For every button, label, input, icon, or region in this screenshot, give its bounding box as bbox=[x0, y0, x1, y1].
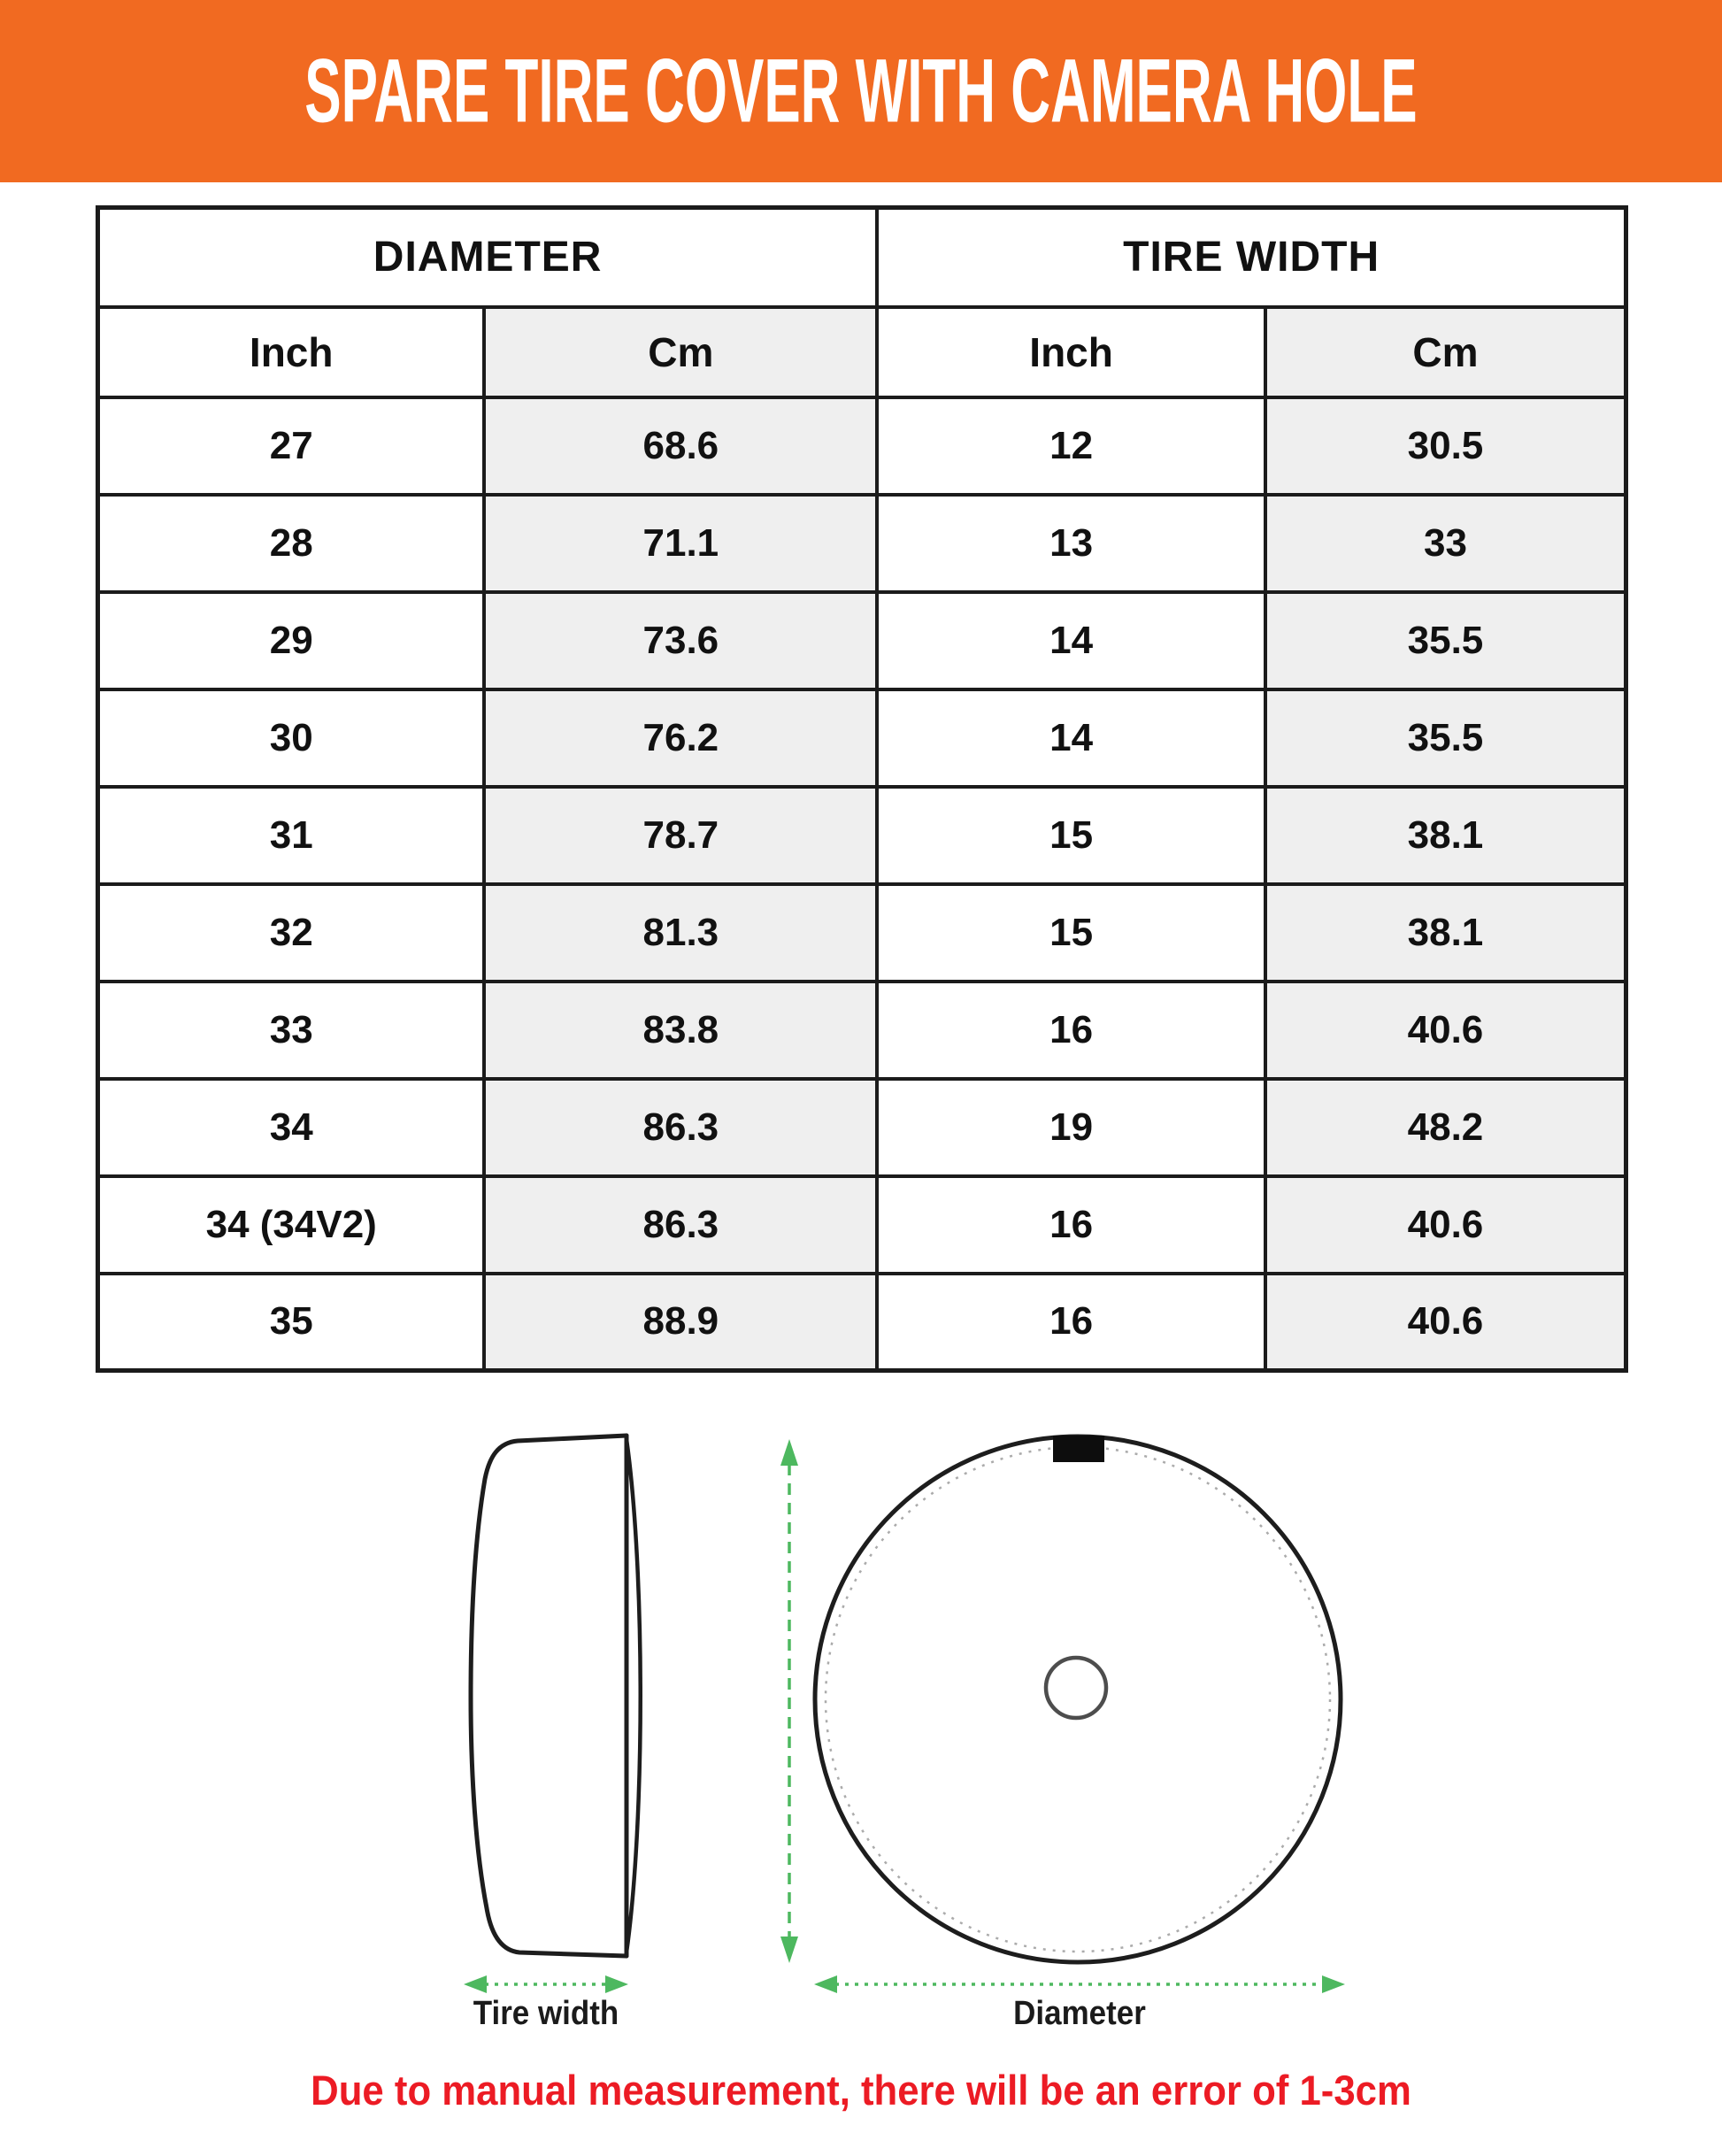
diameter-label: Diameter bbox=[1013, 1995, 1146, 2032]
table-subheader-row bbox=[98, 307, 1626, 397]
cell-width-inch: 14 bbox=[877, 592, 1265, 689]
cell-diameter-cm: 81.3 bbox=[484, 884, 877, 982]
tire-front-view bbox=[810, 1431, 1346, 1967]
cell-width-inch: 16 bbox=[877, 1176, 1265, 1274]
size-chart-table bbox=[96, 205, 1628, 1373]
cell-width-cm: 38.1 bbox=[1265, 787, 1626, 884]
table-row bbox=[98, 689, 1626, 787]
group-header-tire-width: TIRE WIDTH bbox=[877, 208, 1626, 307]
cell-width-cm: 48.2 bbox=[1265, 1079, 1626, 1176]
cell-width-inch: 14 bbox=[877, 689, 1265, 787]
cell-diameter-cm: 68.6 bbox=[484, 397, 877, 495]
cell-width-cm: 40.6 bbox=[1265, 1274, 1626, 1371]
cell-diameter-cm: 71.1 bbox=[484, 495, 877, 592]
cell-width-inch: 16 bbox=[877, 1274, 1265, 1371]
table-group-header-row bbox=[98, 208, 1626, 307]
cell-width-cm: 40.6 bbox=[1265, 982, 1626, 1079]
cell-width-inch: 16 bbox=[877, 982, 1265, 1079]
cell-diameter-cm: 83.8 bbox=[484, 982, 877, 1079]
cell-diameter-inch: 34 bbox=[98, 1079, 485, 1176]
col-header-diameter-cm: Cm bbox=[484, 307, 877, 397]
group-header-diameter: DIAMETER bbox=[98, 208, 878, 307]
cell-diameter-cm: 88.9 bbox=[484, 1274, 877, 1371]
cell-diameter-inch: 29 bbox=[98, 592, 485, 689]
tire-side-view bbox=[463, 1430, 645, 1961]
cell-width-cm: 38.1 bbox=[1265, 884, 1626, 982]
page-title: SPARE TIRE COVER WITH CAMERA HOLE bbox=[304, 40, 1418, 142]
tire-width-label: Tire width bbox=[473, 1995, 619, 2032]
cell-width-cm: 35.5 bbox=[1265, 689, 1626, 787]
col-header-diameter-inch: Inch bbox=[98, 307, 485, 397]
cell-width-inch: 15 bbox=[877, 884, 1265, 982]
cell-width-inch: 15 bbox=[877, 787, 1265, 884]
cell-diameter-inch: 27 bbox=[98, 397, 485, 495]
cell-diameter-cm: 86.3 bbox=[484, 1176, 877, 1274]
cell-width-cm: 40.6 bbox=[1265, 1176, 1626, 1274]
cell-diameter-inch: 33 bbox=[98, 982, 485, 1079]
cell-diameter-inch: 31 bbox=[98, 787, 485, 884]
table-row bbox=[98, 1274, 1626, 1371]
table-row bbox=[98, 1176, 1626, 1274]
cell-diameter-inch: 30 bbox=[98, 689, 485, 787]
cell-diameter-cm: 86.3 bbox=[484, 1079, 877, 1176]
camera-mark bbox=[1053, 1436, 1104, 1462]
height-arrow-icon bbox=[773, 1437, 805, 1965]
cell-width-inch: 19 bbox=[877, 1079, 1265, 1176]
table-row bbox=[98, 397, 1626, 495]
banner bbox=[0, 0, 1722, 182]
table-row bbox=[98, 982, 1626, 1079]
cell-width-inch: 12 bbox=[877, 397, 1265, 495]
col-header-width-inch: Inch bbox=[877, 307, 1265, 397]
cell-width-cm: 33 bbox=[1265, 495, 1626, 592]
table-row bbox=[98, 495, 1626, 592]
measurement-note: Due to manual measurement, there will be an error of 1-3cm bbox=[311, 2067, 1411, 2114]
cell-diameter-inch: 35 bbox=[98, 1274, 485, 1371]
camera-hole bbox=[1046, 1658, 1106, 1718]
cell-width-inch: 13 bbox=[877, 495, 1265, 592]
cell-width-cm: 35.5 bbox=[1265, 592, 1626, 689]
cell-diameter-inch: 32 bbox=[98, 884, 485, 982]
cell-diameter-cm: 78.7 bbox=[484, 787, 877, 884]
cell-width-cm: 30.5 bbox=[1265, 397, 1626, 495]
cell-diameter-inch: 34 (34V2) bbox=[98, 1176, 485, 1274]
table-row bbox=[98, 1079, 1626, 1176]
table-row bbox=[98, 787, 1626, 884]
table-row bbox=[98, 592, 1626, 689]
cell-diameter-inch: 28 bbox=[98, 495, 485, 592]
table-row bbox=[98, 884, 1626, 982]
col-header-width-cm: Cm bbox=[1265, 307, 1626, 397]
cell-diameter-cm: 76.2 bbox=[484, 689, 877, 787]
cell-diameter-cm: 73.6 bbox=[484, 592, 877, 689]
